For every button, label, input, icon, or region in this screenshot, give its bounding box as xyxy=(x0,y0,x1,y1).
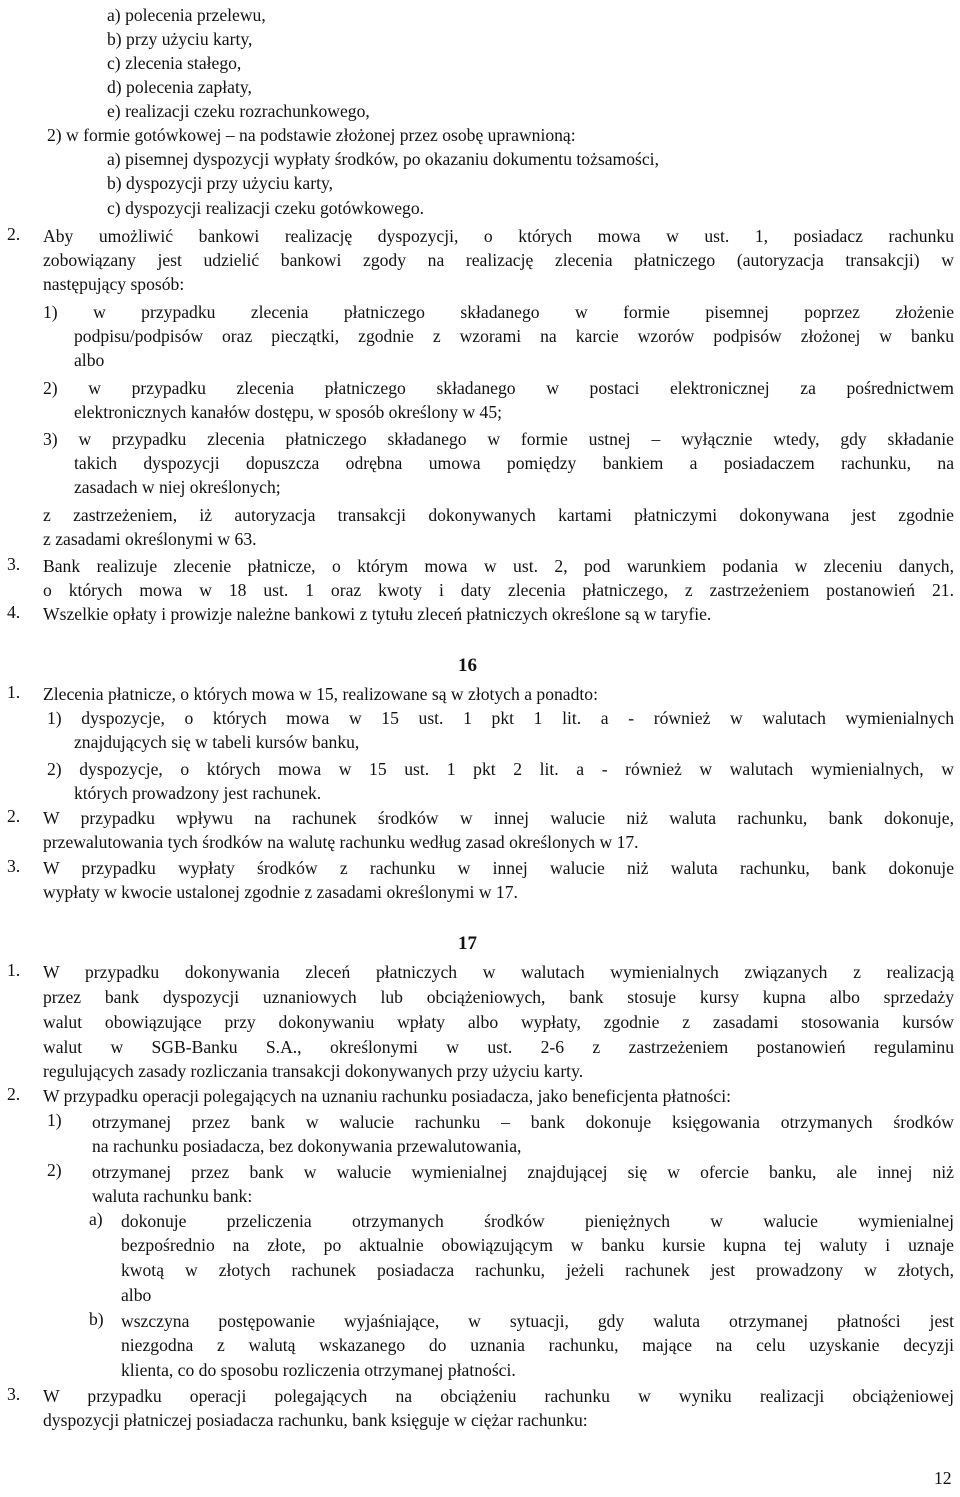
list-item: c) dyspozycji realizacji czeku gotówkowego. xyxy=(107,198,425,218)
list-item: c) zlecenia stałego, xyxy=(107,53,242,73)
paragraph-line: kwotą w złotych rachunek posiadacza rachunku, jeżeli rachunek jest prowadzony w złotych, xyxy=(121,1260,954,1280)
list-item: e) realizacji czeku rozrachunkowego, xyxy=(107,101,370,121)
paragraph-line: W przypadku operacji polegających na uznaniu rachunku posiadacza, jako beneficjenta płatności: xyxy=(43,1086,731,1106)
paragraph-line: walut obowiązujące przy dokonywaniu wpłaty albo wypłaty, zgodnie z zasadami stosowania kursów xyxy=(43,1012,954,1032)
paragraph-line: z zasadami określonymi w 63. xyxy=(43,529,257,549)
point-number: 2. xyxy=(7,1084,21,1104)
paragraph-line: klienta, co do sposobu rozliczenia otrzymanej płatności. xyxy=(121,1360,516,1380)
paragraph-line: Bank realizuje zlecenie płatnicze, o którym mowa w ust. 2, pod warunkiem podania w zleceniu danych, xyxy=(43,556,954,576)
paragraph-line: znajdujących się w tabeli kursów banku, xyxy=(74,732,360,752)
paragraph-line: których prowadzony jest rachunek. xyxy=(74,783,322,803)
section-heading: 17 xyxy=(458,933,477,954)
point-number: 3. xyxy=(7,554,21,574)
paragraph-line: 3) w przypadku zlecenia płatniczego składanego w formie ustnej – wyłącznie wtedy, gdy składanie xyxy=(43,429,954,449)
paragraph-line: podpisu/podpisów oraz pieczątki, zgodnie z wzorami na karcie wzorów podpisów złożonej w banku xyxy=(74,326,954,346)
paragraph-line: walut w SGB-Banku S.A., określonymi w ust. 2-6 z zastrzeżeniem postanowień regulaminu xyxy=(43,1037,954,1057)
point-number: 2. xyxy=(7,224,21,244)
paragraph-line: niezgodna z walutą wskazanego do uznania rachunku, mające na celu uzyskanie decyzji xyxy=(121,1335,954,1355)
paragraph-line: Wszelkie opłaty i prowizje należne bankowi z tytułu zleceń płatniczych określone są w taryfie. xyxy=(43,604,712,624)
paragraph-line: albo xyxy=(121,1285,152,1305)
list-item: b) przy użyciu karty, xyxy=(107,29,253,49)
point-number: b) xyxy=(89,1309,104,1329)
paragraph-line: z zastrzeżeniem, iż autoryzacja transakcji dokonywanych kartami płatniczymi dokonywana jest zgodnie xyxy=(43,505,954,525)
paragraph-line: W przypadku operacji polegających na obciążeniu rachunku w wyniku realizacji obciążeniowej xyxy=(43,1386,954,1406)
list-item: d) polecenia zapłaty, xyxy=(107,77,252,97)
paragraph-line: 2) dyspozycje, o których mowa w 15 ust. 1 pkt 2 lit. a - również w walutach wymienialnych, w xyxy=(47,759,954,779)
point-number: 2) xyxy=(47,1160,62,1180)
point-number: 1) xyxy=(47,1110,62,1130)
paragraph-line: W przypadku dokonywania zleceń płatniczych w walutach wymienialnych związanych z realizacją xyxy=(43,962,954,982)
paragraph-line: następujący sposób: xyxy=(43,274,185,294)
paragraph-line: o których mowa w 18 ust. 1 oraz kwoty i daty zlecenia płatniczego, z zastrzeżeniem postanowień 21. xyxy=(43,580,954,600)
list-item: a) polecenia przelewu, xyxy=(107,5,266,25)
paragraph-line: regulujących zasady rozliczania transakcji dokonywanych przy użyciu karty. xyxy=(43,1061,584,1081)
point-number: 1. xyxy=(7,960,21,980)
point-number: 1. xyxy=(7,682,21,702)
paragraph-line: dokonuje przeliczenia otrzymanych środków pieniężnych w walucie wymienialnej xyxy=(121,1211,954,1231)
point-number: 3. xyxy=(7,1384,21,1404)
paragraph-line: na rachunku posiadacza, bez dokonywania przewalutowania, xyxy=(92,1136,522,1156)
paragraph-line: dyspozycji płatniczej posiadacza rachunku, bank księguje w ciężar rachunku: xyxy=(43,1410,588,1430)
paragraph-line: otrzymanej przez bank w walucie rachunku – bank dokonuje księgowania otrzymanych środków xyxy=(92,1112,954,1132)
point-number: a) xyxy=(89,1209,103,1229)
list-item: 2) w formie gotówkowej – na podstawie złożonej przez osobę uprawnioną: xyxy=(47,125,576,145)
paragraph-line: W przypadku wypłaty środków z rachunku w innej walucie niż waluta rachunku, bank dokonuje xyxy=(43,858,954,878)
page-number: 12 xyxy=(934,1468,952,1488)
paragraph-line: otrzymanej przez bank w walucie wymienialnej znajdującej się w ofercie banku, ale innej niż xyxy=(92,1162,954,1182)
paragraph-line: zasadach w niej określonych; xyxy=(74,477,281,497)
paragraph-line: wszczyna postępowanie wyjaśniające, w sytuacji, gdy waluta otrzymanej płatności jest xyxy=(121,1311,954,1331)
paragraph-line: bezpośrednio na złote, po aktualnie obowiązującym w banku kursie kupna tej waluty i uznaje xyxy=(121,1235,954,1255)
paragraph-line: Aby umożliwić bankowi realizację dyspozycji, o których mowa w ust. 1, posiadacz rachunku xyxy=(43,226,954,246)
point-number: 3. xyxy=(7,856,21,876)
paragraph-line: wypłaty w kwocie ustalonej zgodnie z zasadami określonymi w 17. xyxy=(43,882,518,902)
paragraph-line: przez bank dyspozycji uznaniowych lub obciążeniowych, bank stosuje kursy kupna albo sprzedaży xyxy=(43,987,954,1007)
paragraph-line: albo xyxy=(74,350,105,370)
list-item: a) pisemnej dyspozycji wypłaty środków, po okazaniu dokumentu tożsamości, xyxy=(107,149,659,169)
paragraph-line: W przypadku wpływu na rachunek środków w innej walucie niż waluta rachunku, bank dokonuje, xyxy=(43,808,954,828)
point-number: 2. xyxy=(7,806,21,826)
paragraph-line: elektronicznych kanałów dostępu, w sposób określony w 45; xyxy=(74,402,503,422)
paragraph-line: Zlecenia płatnicze, o których mowa w 15, realizowane są w złotych a ponadto: xyxy=(43,684,598,704)
paragraph-line: zobowiązany jest udzielić bankowi zgody na realizację zlecenia płatniczego (autoryzacja transakcji) w xyxy=(43,250,954,270)
paragraph-line: waluta rachunku bank: xyxy=(92,1186,253,1206)
paragraph-line: 2) w przypadku zlecenia płatniczego składanego w postaci elektronicznej za pośrednictwem xyxy=(43,378,954,398)
paragraph-line: 1) w przypadku zlecenia płatniczego składanego w formie pisemnej poprzez złożenie xyxy=(43,302,954,322)
point-number: 4. xyxy=(7,602,21,622)
paragraph-line: takich dyspozycji dopuszcza odrębna umowa pomiędzy bankiem a posiadaczem rachunku, na xyxy=(74,453,954,473)
paragraph-line: przewalutowania tych środków na walutę rachunku według zasad określonych w 17. xyxy=(43,832,639,852)
section-heading: 16 xyxy=(458,655,477,676)
paragraph-line: 1) dyspozycje, o których mowa w 15 ust. 1 pkt 1 lit. a - również w walutach wymienialnych xyxy=(47,708,954,728)
list-item: b) dyspozycji przy użyciu karty, xyxy=(107,173,334,193)
